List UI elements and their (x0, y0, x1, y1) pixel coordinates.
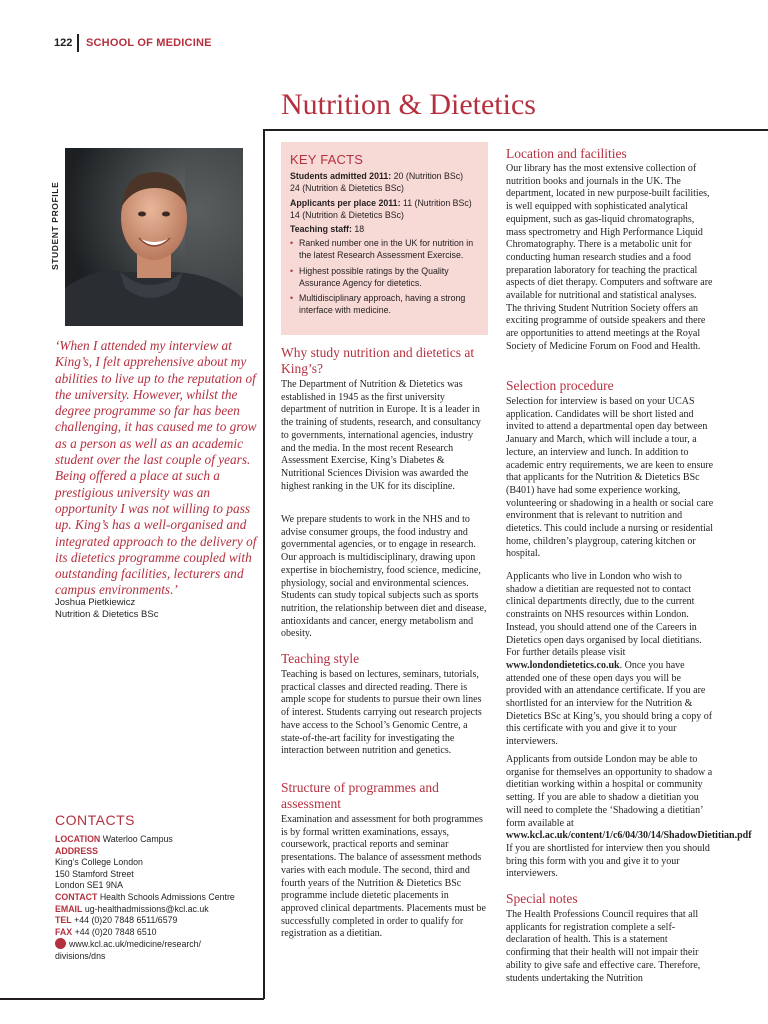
column-rule (263, 129, 265, 999)
email-label: EMAIL (55, 903, 83, 914)
key-facts-heading: KEY FACTS (290, 152, 364, 167)
selection-paragraph: Applicants who live in London who wish to shadow a dietitian are requested not to contact clinical departments directly, due to the current constraints on NHS resources within London. Instead, you should attend one of the Careers in Dietetics open days organised by local dietitians. For further details please visit www.londondietetics.co.uk. Once you have attended one of these open days you will be provided with an attendance certificate. If you are shortlisted for an interview for the Nutrition & Dietetics BSc at King’s, you should bring a copy of this certificate with you and give it to your interviewers. (506, 571, 713, 748)
location-heading: Location and facilities (506, 146, 627, 161)
contacts-block (55, 834, 260, 963)
special-notes-heading: Special notes (506, 891, 578, 906)
address-line: 150 Stamford Street (55, 868, 134, 879)
student-course: Nutrition & Dietetics BSc (55, 609, 159, 620)
key-fact-item: • Highest possible ratings by the Quality Assurance Agency for dietetics. (290, 265, 480, 289)
location-paragraph: Our library has the most extensive collection of nutrition books and journals in the UK. The department, located in new purpose-built facilities, is well equipped with sophisticated analytical equipment, such as gas-liquid chromatographs, mass spectrometry and High Performance Liquid Chromatography. There is a metabolic unit for conducting human research studies and a food preparation laboratory for teaching the practical aspects of diet therapy. Computers and software are available for nutritional and statistical analyses. The thriving Student Nutrition Society offers an exciting programme of outside speakers and there are opportunities to attend meetings at the Royal Society of Medicine Forum on Food and Health. (506, 163, 713, 352)
selection-paragraph: Selection for interview is based on your UCAS application. Candidates will be short listed and invited to attend a departmental open day between January and March, which will include a tour, a lecture, an interview and lunch. In addition to academic entry requirements, we are keen to ensure that applicants for the Nutrition & Dietetics BSc (B401) have had some experience working, volunteering or shadowing in a health or social care environment that is relevant to nutrition and dietetics. This could include a nursing or residential home, children’s playgroup, catering kitchen or hospital. (506, 396, 714, 560)
web-link-continued[interactable]: divisions/dns (55, 950, 106, 961)
why-heading: Why study nutrition and dietetics at King’s? (281, 345, 475, 376)
shadowing-form-link[interactable]: www.kcl.ac.uk/content/1/c6/04/30/14/ShadowDietitian.pdf (506, 830, 752, 842)
web-icon (55, 938, 66, 949)
contacts-heading: CONTACTS (55, 812, 135, 828)
location-value: Waterloo Campus (102, 834, 173, 844)
structure-heading: Structure of programmes and assessment (281, 780, 439, 811)
key-facts-box (281, 142, 488, 335)
staff-value: 18 (354, 224, 365, 235)
bottom-rule (0, 998, 264, 1000)
contact-label: CONTACT (55, 891, 98, 902)
email-link[interactable]: ug-healthadmissions@kcl.ac.uk (84, 903, 209, 914)
location-label: LOCATION (55, 834, 101, 844)
structure-paragraph: Examination and assessment for both programmes is by formal written examinations, essays, coursework, practical reports and seminar presentations. The balance of assessment methods varies with each module. The second, third and fourth years of the Nutrition & Dietetics BSc programme include dietetic placements in approved clinical departments. Placements must be successfully completed in order to qualify for registration as a dietitian. (281, 814, 486, 940)
admitted-label: Students admitted 2011: (290, 171, 392, 182)
selection-heading: Selection procedure (506, 378, 614, 393)
page-number: 122 (54, 37, 73, 49)
staff-label: Teaching staff: (290, 224, 352, 235)
applicants-label: Applicants per place 2011: (290, 197, 401, 208)
tel-label: TEL (55, 915, 72, 926)
student-name: Joshua Pietkiewicz (55, 597, 136, 608)
tel-value: +44 (0)20 7848 6511/6579 (74, 915, 178, 926)
applicants-value: 11 (Nutrition BSc) (402, 197, 472, 208)
teaching-paragraph: Teaching is based on lectures, seminars, tutorials, practical classes and directed reading. There is ample scope for students to pursue their own lines of interest. Students carrying out research projects have access to the School’s Genomic Centre, a state-of-the-art facility for investigating the interaction between nutrition and genetics. (281, 669, 482, 757)
address-label: ADDRESS (55, 845, 99, 856)
key-fact-item: • Multidisciplinary approach, having a strong interface with medicine. (290, 292, 480, 316)
teaching-heading: Teaching style (281, 651, 360, 666)
londondietetics-link[interactable]: www.londondietetics.co.uk (506, 659, 620, 671)
address-line: King’s College London (55, 857, 143, 868)
contact-value: Health Schools Admissions Centre (99, 891, 235, 902)
why-paragraph: The Department of Nutrition & Dietetics was established in 1945 as the first university department of nutrition in Europe. It is a leader in the training of students, research, and consultancy to governments, international agencies, industry and the media. In the most recent Research Assessment Exercise, King’s Diabetes & Nutritional Sciences Division was awarded the highest ranking in the UK for its discipline. (281, 379, 481, 492)
admitted-value: 20 (Nutrition BSc) (393, 171, 464, 182)
student-photo (65, 148, 243, 326)
web-link[interactable]: www.kcl.ac.uk/medicine/research/ (69, 939, 202, 950)
selection-paragraph: Applicants from outside London may be able to organise for themselves an opportunity to shadow a dietitian working within a hospital or community setting. If you are able to shadow a dietitian you will need to complete the ‘Shadowing a dietitian’ form available at www.kcl.ac.uk/content/1/c6/04/30/14/ShadowDietitian.pdf If you are shortlisted for interview then you should bring this form with you and give it to your interviewers. (506, 754, 752, 880)
applicants-value: 14 (Nutrition & Dietetics BSc) (290, 209, 404, 220)
student-quote: ‘When I attended my interview at King’s, I felt apprehensive about my abilities to live up to the reputation of the university. However, whilst the degree programme so far has been challenging, it has caused me to grow as a person as well as an academic student over the last couple of years. Being offered a place at such a prestigious university was an opportunity I was not willing to pass up. King’s has a well-organised and integrated approach to the delivery of its dietetics programme coupled with outstanding facilities, lecturers and campus environments.’ (55, 338, 257, 598)
section-name: SCHOOL OF MEDICINE (86, 37, 212, 49)
fax-value: +44 (0)20 7848 6510 (74, 926, 157, 937)
page-title: Nutrition & Dietetics (281, 88, 536, 121)
title-rule (263, 129, 768, 131)
fax-label: FAX (55, 926, 73, 937)
student-profile-label: STUDENT PROFILE (50, 181, 60, 270)
key-facts-list (290, 237, 480, 316)
special-notes-paragraph: The Health Professions Council requires that all applicants for registration complete a self-declaration of health. This is a statement confirming that their health will not impair their ability to give safe and effective care. Therefore, students undertaking the Nutrition (506, 909, 701, 984)
address-line: London SE1 9NA (55, 880, 123, 891)
header-divider (77, 34, 79, 52)
why-paragraph: We prepare students to work in the NHS and to advise consumer groups, the food industry and governmental agencies, or to engage in research. Our approach is multidisciplinary, drawing upon expertise in biochemistry, food science, medicine, physiology, social and environmental sciences. Students can study topical subjects such as sports nutrition, the relationship between diet and disease, antioxidants and cancer, energy metabolism and obesity. (281, 514, 487, 640)
key-fact-item: • Ranked number one in the UK for nutrition in the latest Research Assessment Exercise. (290, 237, 480, 261)
admitted-value: 24 (Nutrition & Dietetics BSc) (290, 183, 404, 194)
